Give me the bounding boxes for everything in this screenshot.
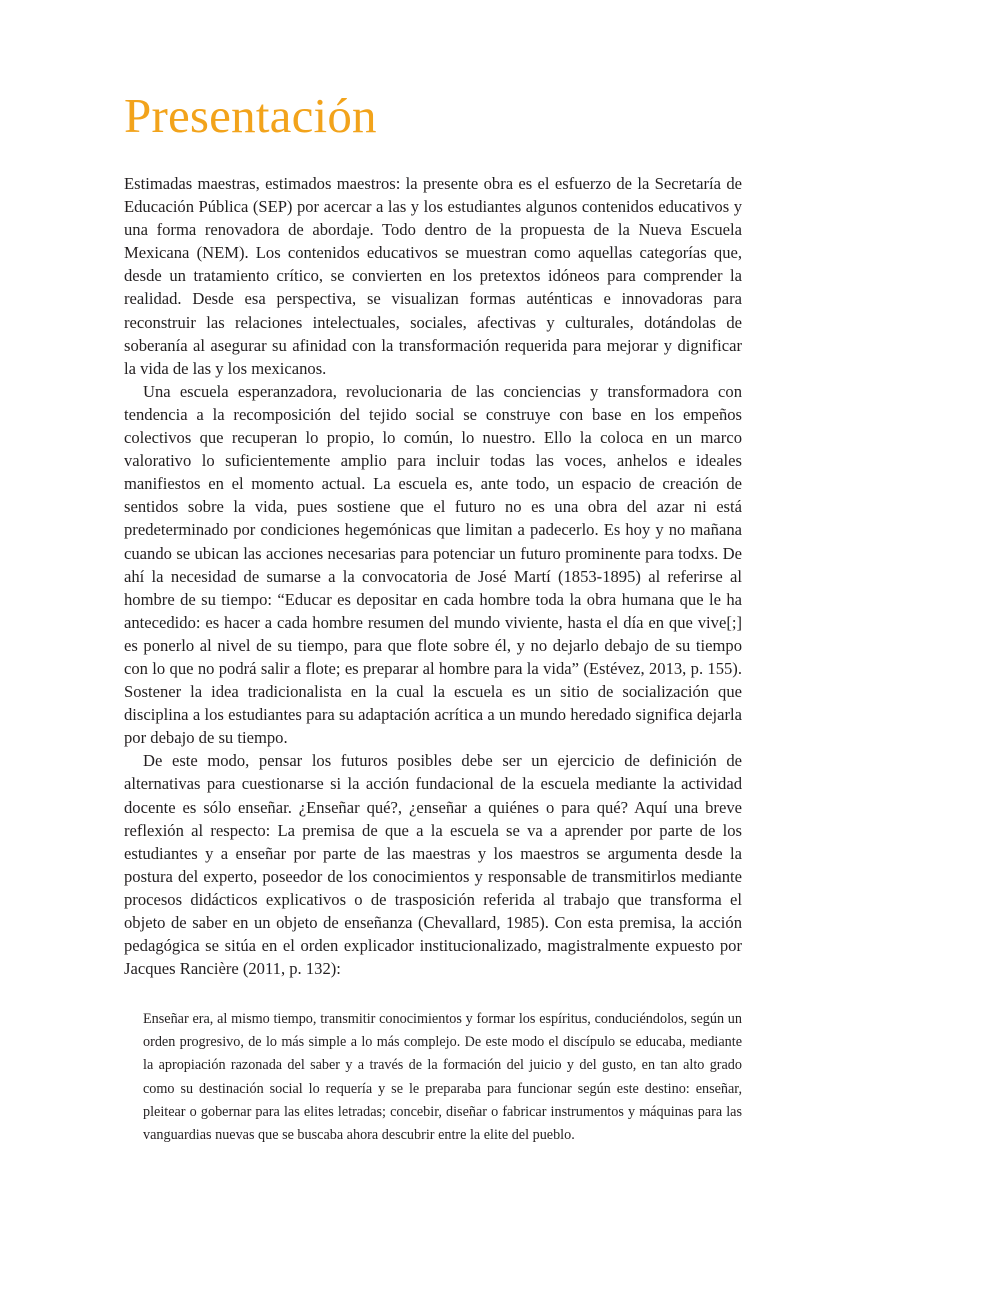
block-quote: Enseñar era, al mismo tiempo, transmitir conocimientos y formar los espíritus, conduciéndolos, según un orden progresivo, de lo más simple a lo más complejo. De este modo el discípulo se educaba, mediante la apropiación razonada del saber y a través de la formación del juicio y del gusto, en tan alto grado como su destinación social lo requería y se le preparaba para funcionar según este destino: enseñar, pleitear o gobernar para las elites letradas; concebir, diseñar o fabricar instrumentos y máquinas para las vanguardias nuevas que se buscaba ahora descubrir entre la elite del pueblo. [143,1011,742,1143]
body-paragraph-3: De este modo, pensar los futuros posibles debe ser un ejercicio de definición de alternativas para cuestionarse si la acción fundacional de la escuela mediante la actividad docente es sólo enseñar. ¿Enseñar qué?, ¿enseñar a quiénes o para qué? Aquí una breve reflexión al respecto: La premisa de que a la escuela se va a aprender por parte de los estudiantes y a enseñar por parte de las maestras y los maestros se argumenta desde la postura del experto, poseedor de los conocimientos y responsable de transmitirlos mediante procesos didácticos explicativos o de trasposición referida al trabajo que transforma el objeto de saber en un objeto de enseñanza (Chevallard, 1985). Con esta premisa, la acción pedagógica se sitúa en el orden explicador institucionalizado, magistralmente expuesto por Jacques Rancière (2011, p. 132): [124,751,742,979]
body-paragraph-1: Estimadas maestras, estimados maestros: la presente obra es el esfuerzo de la Secretaría de Educación Pública (SEP) por acercar a las y los estudiantes algunos contenidos educativos y una forma renovadora de abordaje. Todo dentro de la propuesta de la Nueva Escuela Mexicana (NEM). Los contenidos educativos se muestran como aquellas categorías que, desde un tratamiento crítico, se convierten en los pretextos idóneos para comprender la realidad. Desde esa perspectiva, se visualizan formas auténticas e innovadoras para reconstruir las relaciones intelectuales, sociales, afectivas y culturales, dotándolas de soberanía al asegurar su afinidad con la transformación requerida para mejorar y dignificar la vida de las y los mexicanos. [124,174,742,378]
page-title: Presentación [124,88,377,143]
document-page [124,86,742,1147]
body-paragraph-2: Una escuela esperanzadora, revolucionaria de las conciencias y transformadora con tendencia a la recomposición del tejido social se construye con base en los empeños colectivos que recuperan lo propio, lo común, lo nuestro. Ello la coloca en un marco valorativo lo suficientemente amplio para incluir todas las voces, anhelos e ideales manifiestos en el momento actual. La escuela es, ante todo, un espacio de creación de sentidos sobre la vida, pues sostiene que el futuro no es una obra del azar ni está predeterminado por condiciones hegemónicas que limitan a padecerlo. Es hoy y no mañana cuando se ubican las acciones necesarias para potenciar un futuro prominente para todxs. De ahí la necesidad de sumarse a la convocatoria de José Martí (1853-1895) al referirse al hombre de su tiempo: “Educar es depositar en cada hombre toda la obra humana que le ha antecedido: es hacer a cada hombre resumen del mundo viviente, hasta el día en que vive[;] es ponerlo al nivel de su tiempo, para que flote sobre él, y no dejarlo debajo de su tiempo con lo que no podrá salir a flote; es preparar al hombre para la vida” (Estévez, 2013, p. 155). Sostener la idea tradicionalista en la cual la escuela es un sitio de socialización que disciplina a los estudiantes para su adaptación acrítica a un mundo heredado significa dejarla por debajo de su tiempo. [124,381,742,748]
